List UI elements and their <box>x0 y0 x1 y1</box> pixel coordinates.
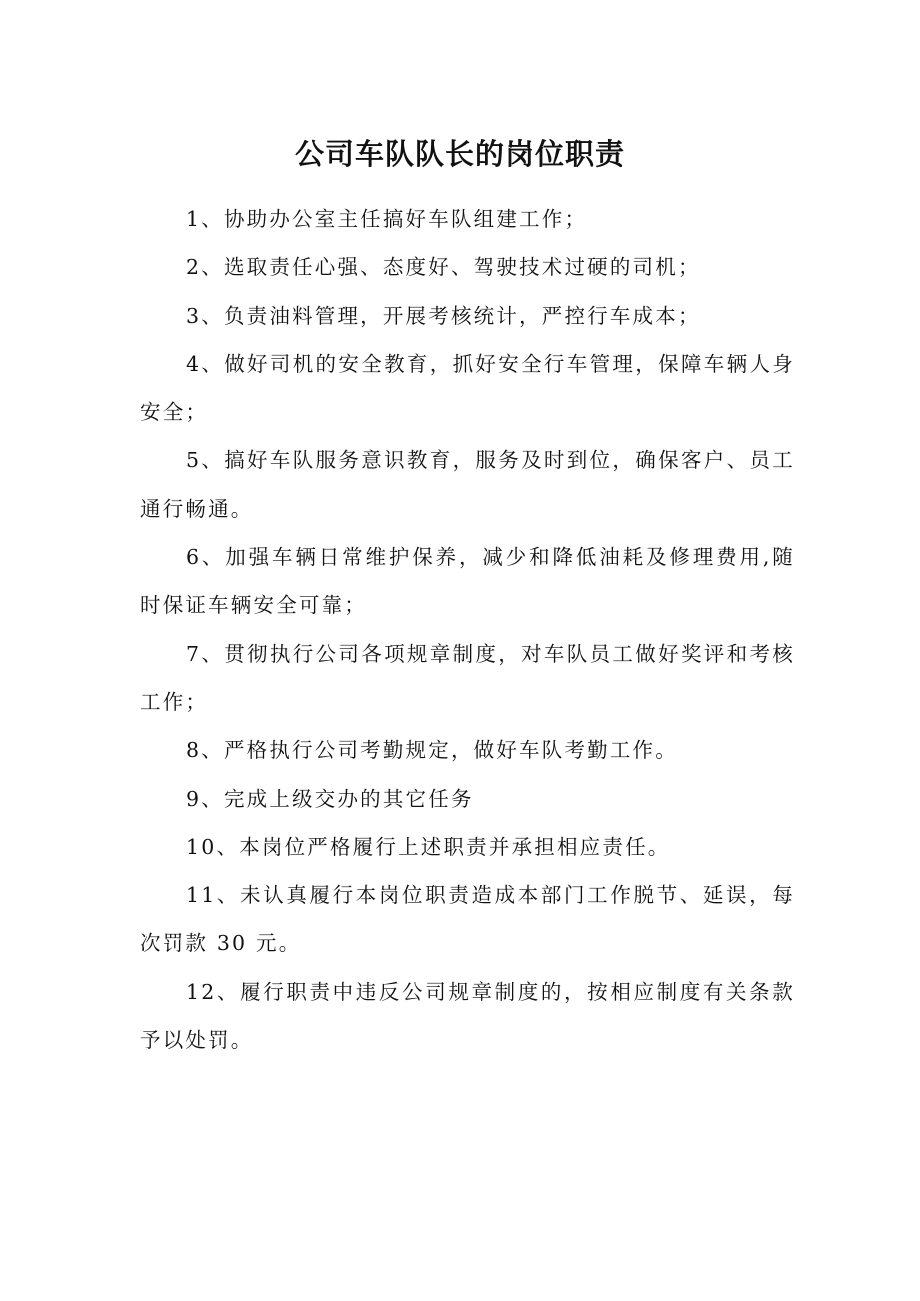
duty-item-5: 5、搞好车队服务意识教育，服务及时到位，确保客户、员工通行畅通。 <box>140 448 795 521</box>
duty-item-10: 10、本岗位严格履行上述职责并承担相应责任。 <box>186 834 671 859</box>
duty-item-2: 2、选取责任心强、态度好、驾驶技术过硬的司机； <box>186 255 701 280</box>
duty-item-4: 4、做好司机的安全教育，抓好安全行车管理，保障车辆人身安全； <box>140 351 795 425</box>
duty-item-12: 12、履行职责中违反公司规章制度的，按相应制度有关条款予以处罚。 <box>140 979 795 1053</box>
duty-item-11: 11、未认真履行本岗位职责造成本部门工作脱节、延误，每次罚款 30 元。 <box>140 883 795 956</box>
duty-list <box>140 195 795 1064</box>
duty-item-9: 9、完成上级交办的其它任务 <box>186 786 474 811</box>
duty-item-3: 3、负责油料管理，开展考核统计，严控行车成本； <box>186 303 701 328</box>
page-title: 公司车队队长的岗位职责 <box>294 137 625 171</box>
duty-item-7: 7、贯彻执行公司各项规章制度，对车队员工做好奖评和考核工作； <box>140 641 795 714</box>
duty-item-6: 6、加强车辆日常维护保养，减少和降低油耗及修理费用,随时保证车辆安全可靠； <box>140 545 795 618</box>
duty-item-1: 1、协助办公室主任搞好车队组建工作； <box>186 207 588 231</box>
duty-item-8: 8、严格执行公司考勤规定，做好车队考勤工作。 <box>186 738 678 763</box>
